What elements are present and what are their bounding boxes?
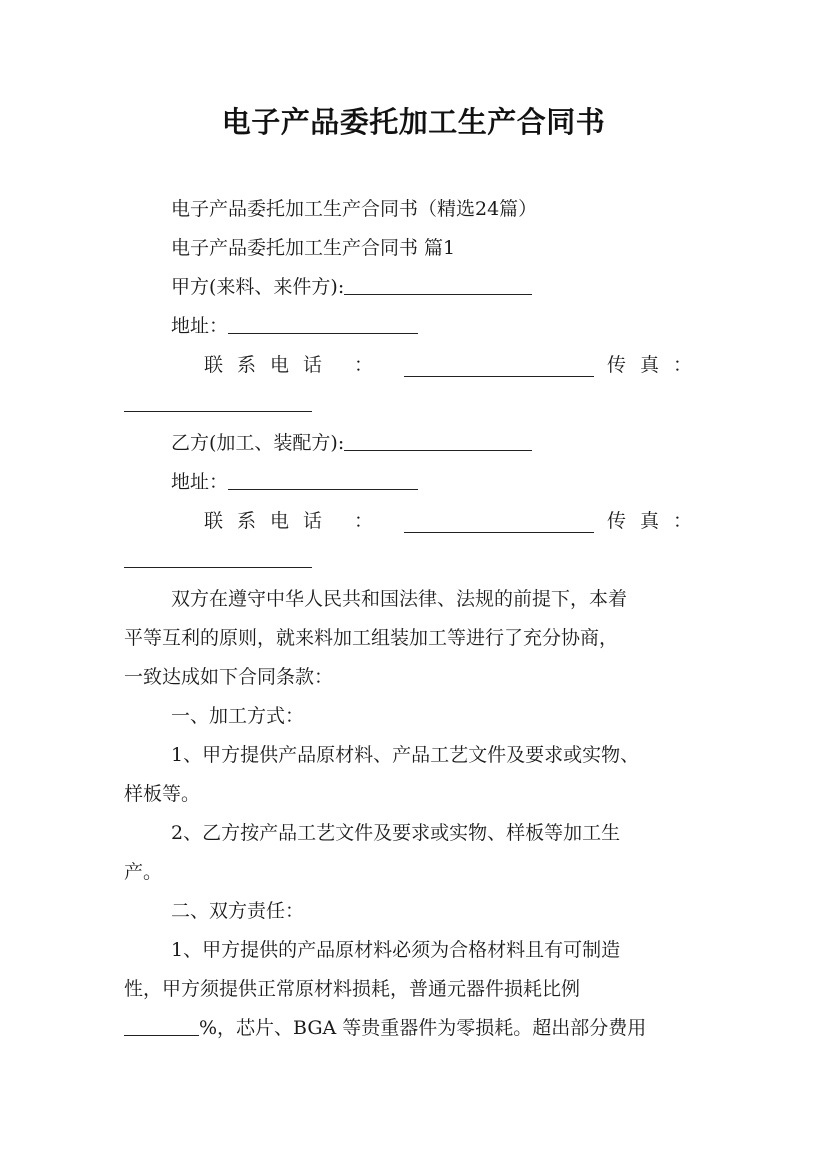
section-1-item-2-line-1: 2、乙方按产品工艺文件及要求或实物、样板等加工生	[171, 822, 621, 844]
party-b-blank[interactable]	[344, 428, 532, 451]
party-b-contact-line	[124, 502, 706, 541]
party-a-address-blank[interactable]	[228, 311, 418, 334]
section-title: 电子产品委托加工生产合同书 篇1	[171, 237, 456, 259]
preamble-line-2: 平等互利的原则，就来料加工组装加工等进行了充分协商，	[124, 627, 619, 649]
section-2-item-1-line-3-text: %，芯片、BGA 等贵重器件为零损耗。超出部分费用	[199, 1017, 647, 1039]
section-1-item-1-line-2: 样板等。	[124, 783, 201, 805]
party-a-phone-label: 联系电话	[204, 354, 337, 376]
intro-title: 电子产品委托加工生产合同书（精选24篇）	[171, 198, 538, 220]
section-1-item-1	[124, 736, 706, 814]
party-b-address-blank[interactable]	[228, 467, 418, 490]
preamble-line-3: 一致达成如下合同条款：	[124, 666, 334, 688]
section-1-item-1-line-1: 1、甲方提供产品原材料、产品工艺文件及要求或实物、	[171, 744, 640, 766]
party-a-fax-label: 传真	[606, 354, 673, 376]
document-body	[124, 190, 706, 1048]
party-a-fax-blank[interactable]	[124, 389, 312, 412]
party-b-fax-colon: ：	[672, 510, 692, 532]
party-b-fax-line	[124, 541, 706, 580]
party-a-line	[124, 268, 706, 307]
party-a-contact-line	[124, 346, 706, 385]
party-a-phone-blank[interactable]	[404, 354, 594, 377]
preamble-paragraph	[124, 580, 706, 697]
loss-ratio-blank[interactable]	[124, 1013, 199, 1036]
party-b-fax-label: 传真	[606, 510, 673, 532]
section-1-heading: 一、加工方式：	[171, 705, 305, 727]
section-2-heading: 二、双方责任：	[171, 900, 305, 922]
section-1-item-2-line-2: 产。	[124, 861, 163, 883]
party-a-address-line	[124, 307, 706, 346]
party-b-line	[124, 424, 706, 463]
party-a-label: 甲方(来料、来件方):	[171, 276, 345, 298]
party-b-label: 乙方(加工、装配方):	[171, 432, 345, 454]
party-a-fax-colon: ：	[672, 354, 692, 376]
party-b-phone-colon: ：	[354, 510, 374, 532]
section-2-item-1-line-3	[124, 1009, 706, 1048]
party-b-fax-blank[interactable]	[124, 545, 312, 568]
section-2-item-1	[124, 931, 706, 1048]
party-b-phone-blank[interactable]	[404, 510, 594, 533]
party-a-address-label: 地址：	[171, 315, 229, 337]
party-b-phone-label: 联系电话	[204, 510, 337, 532]
party-a-phone-colon: ：	[354, 354, 374, 376]
section-1-item-2	[124, 814, 706, 892]
party-a-fax-line	[124, 385, 706, 424]
party-a-blank[interactable]	[344, 272, 532, 295]
section-2-item-1-line-2: 性，甲方须提供正常原材料损耗，普通元器件损耗比例	[124, 978, 581, 1000]
document-title: 电子产品委托加工生产合同书	[221, 105, 606, 139]
party-b-address-line	[124, 463, 706, 502]
preamble-line-1: 双方在遵守中华人民共和国法律、法规的前提下，本着	[171, 588, 628, 610]
section-2-item-1-line-1: 1、甲方提供的产品原材料必须为合格材料且有可制造	[171, 939, 621, 961]
party-b-address-label: 地址：	[171, 471, 229, 493]
